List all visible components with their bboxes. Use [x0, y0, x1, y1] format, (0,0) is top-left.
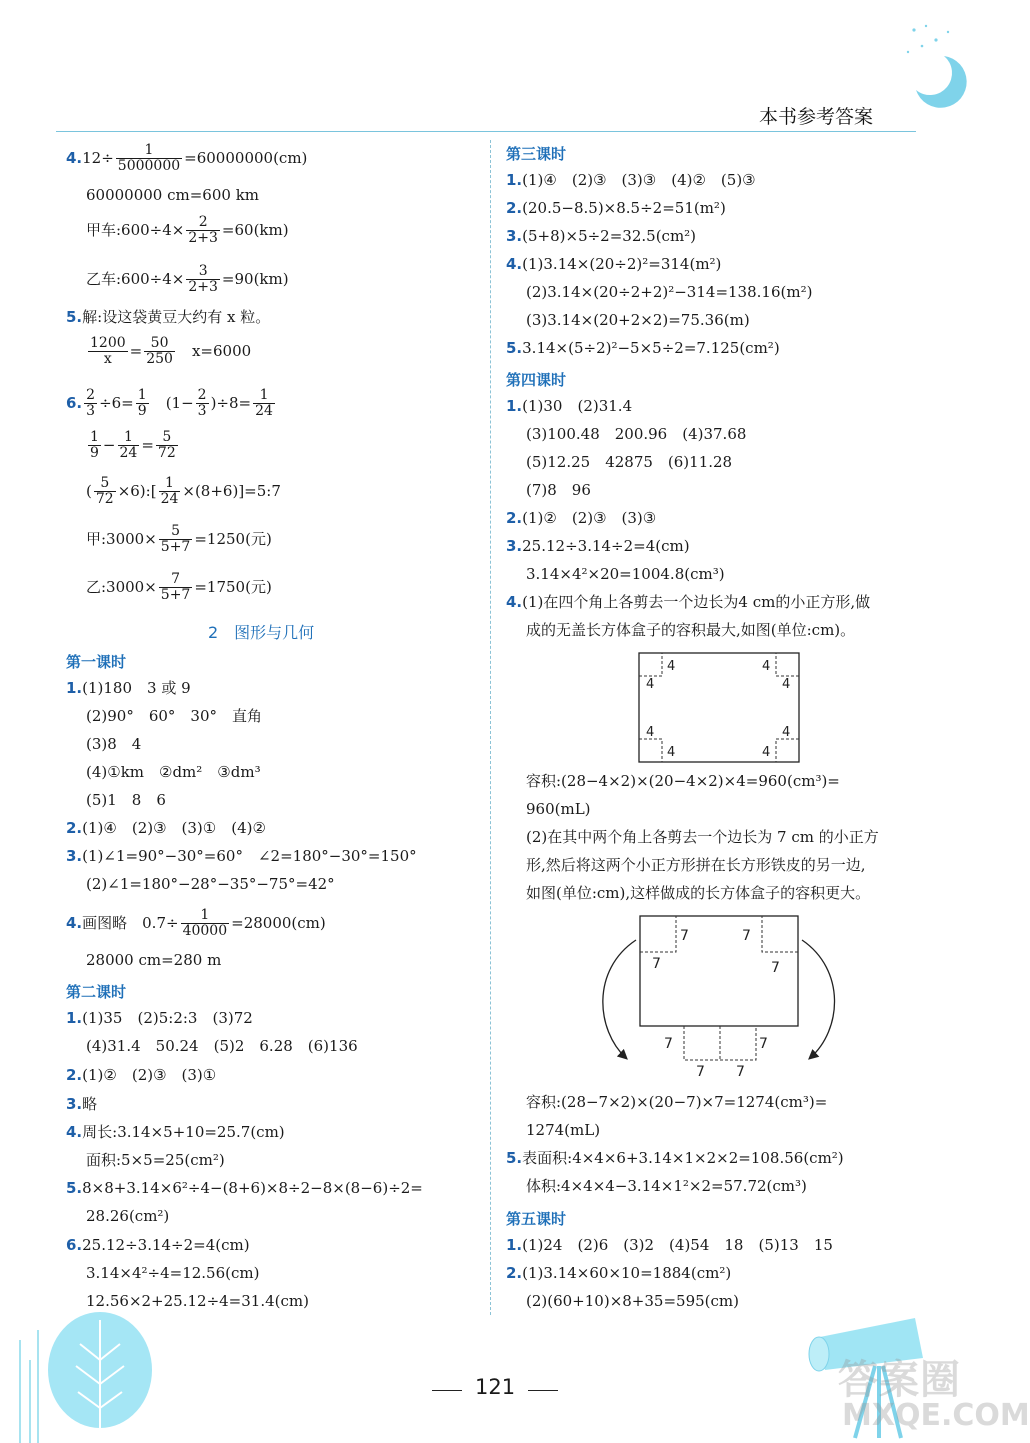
answer-4: 4.周长:3.14×5+10=25.7(cm) [66, 1123, 285, 1141]
answer-2: 2.(1)3.14×60×10=1884(cm²) [506, 1264, 732, 1282]
figure-dimension-label: 7 [771, 960, 780, 976]
figure-dimension-label: 4 [782, 677, 791, 692]
answer-1: 1.(1)④ (2)③ (3)③ (4)② (5)③ [506, 171, 756, 189]
answer-line: (2)∠1=180°−28°−35°−75°=42° [86, 875, 335, 893]
answer-line: (4)①km ②dm² ③dm³ [86, 763, 261, 781]
answer-3: 3.25.12÷3.14÷2=4(cm) [506, 537, 690, 555]
answer-line: (5)12.25 42875 (6)11.28 [526, 453, 733, 471]
answer-line: (7)8 96 [526, 481, 591, 499]
answer-line: 面积:5×5=25(cm²) [86, 1151, 225, 1169]
answer-line: 1274(mL) [526, 1121, 601, 1139]
answer-line: 容积:(28−7×2)×(20−7)×7=1274(cm³)= [526, 1093, 828, 1111]
answer-line: 容积:(28−4×2)×(20−4×2)×4=960(cm³)= [526, 772, 840, 790]
answer-3: 3.(5+8)×5÷2=32.5(cm²) [506, 227, 697, 245]
header-rule [56, 131, 916, 132]
column-divider [490, 140, 491, 1315]
answer-line: (2)(60+10)×8+35=595(cm) [526, 1292, 739, 1310]
figure-dimension-label: 7 [742, 928, 751, 944]
answer-line: 960(mL) [526, 800, 591, 818]
answer-2: 2.(1)④ (2)③ (3)① (4)② [66, 819, 266, 837]
figure-dimension-label: 7 [696, 1064, 705, 1080]
figure-dimension-label: 4 [762, 745, 771, 760]
figure-dimension-label: 7 [664, 1036, 673, 1052]
watermark: MXQE.COM [842, 1398, 1030, 1433]
answer-line: 28000 cm=280 m [86, 951, 222, 969]
answer-line: (3)100.48 200.96 (4)37.68 [526, 425, 747, 443]
answer-4: 4.画图略 0.7÷ $\frac{1}{40000}$ =28000(cm) [66, 907, 326, 940]
figure-box-cut-corners [636, 650, 802, 765]
page-header-title: 本书参考答案 [759, 106, 874, 128]
answer-2: 2.(20.5−8.5)×8.5÷2=51(m²) [506, 199, 726, 217]
footer-dash [432, 1390, 462, 1391]
lesson-heading: 第三课时 [506, 145, 567, 163]
answer-line: $\frac{1}{9}$ − $\frac{1}{24}$ = $\frac{5}{72}$ [90, 429, 176, 462]
answer-4: 4.12÷ $\frac{1}{5000000}$ =60000000(cm) [66, 142, 308, 175]
answer-5: 5.表面积:4×4×6+3.14×1×2×2=108.56(cm²) [506, 1149, 844, 1167]
answer-line: (3)3.14×(20+2×2)=75.36(m) [526, 311, 750, 329]
figure-dimension-label: 7 [652, 956, 661, 972]
answer-line: 12.56×2+25.12÷4=31.4(cm) [86, 1292, 309, 1310]
answer-line: 3.14×4²÷4=12.56(cm) [86, 1264, 260, 1282]
answer-5: 5.3.14×(5÷2)²−5×5÷2=7.125(cm²) [506, 339, 780, 357]
answer-1: 1.(1)30 (2)31.4 [506, 397, 633, 415]
lesson-heading: 第四课时 [506, 371, 567, 389]
answer-1: 1.(1)24 (2)6 (3)2 (4)54 18 (5)13 15 [506, 1236, 833, 1254]
answer-line: (2)在其中两个角上各剪去一个边长为 7 cm 的小正方 [526, 828, 879, 846]
watermark: 答案圈 [838, 1357, 961, 1403]
figure-dimension-label: 4 [646, 677, 655, 692]
answer-1: 1.(1)180 3 或 9 [66, 679, 191, 697]
figure-box-moved-squares [596, 910, 842, 1090]
answer-line: (5)1 8 6 [86, 791, 166, 809]
figure-dimension-label: 7 [736, 1064, 745, 1080]
footer-dash [528, 1390, 558, 1391]
answer-line: 60000000 cm=600 km [86, 186, 260, 204]
figure-dimension-label: 4 [646, 725, 655, 740]
figure-dimension-label: 7 [759, 1036, 768, 1052]
lesson-heading: 第二课时 [66, 983, 127, 1001]
answer-line: $\frac{1200}{x}$ = $\frac{50}{250}$ x=6000 [90, 335, 252, 368]
answer-4: 4.(1)在四个角上各剪去一个边长为4 cm的小正方形,做 [506, 593, 871, 611]
answer-line: (2)90° 60° 30° 直角 [86, 707, 263, 725]
answer-4: 4.(1)3.14×(20÷2)²=314(m²) [506, 255, 722, 273]
answer-line: 28.26(cm²) [86, 1207, 170, 1225]
answer-line: 成的无盖长方体盒子的容积最大,如图(单位:cm)。 [526, 621, 856, 639]
answer-line: (2)3.14×(20÷2+2)²−314=138.16(m²) [526, 283, 813, 301]
figure-dimension-label: 4 [667, 659, 676, 674]
figure-dimension-label: 4 [667, 745, 676, 760]
answer-line: 甲车:600÷4× $\frac{2}{2+3}$ =60(km) [86, 214, 289, 247]
page-number: 121 [475, 1375, 516, 1399]
answer-3: 3.略 [66, 1095, 98, 1113]
answer-6: 6.25.12÷3.14÷2=4(cm) [66, 1236, 250, 1254]
figure-dimension-label: 4 [762, 659, 771, 674]
answer-line: 甲:3000× $\frac{5}{5+7}$ =1250(元) [86, 523, 272, 556]
answer-line: 如图(单位:cm),这样做成的长方体盒子的容积更大。 [526, 884, 871, 902]
answer-line: (3)8 4 [86, 735, 142, 753]
star-icon [912, 28, 915, 31]
answer-3: 3.(1)∠1=90°−30°=60° ∠2=180°−30°=150° [66, 847, 417, 865]
answer-line: 3.14×4²×20=1004.8(cm³) [526, 565, 725, 583]
answer-2: 2.(1)② (2)③ (3)③ [506, 509, 657, 527]
answer-line: 乙车:600÷4× $\frac{3}{2+3}$ =90(km) [86, 263, 289, 296]
answer-line: 体积:4×4×4−3.14×1²×2=57.72(cm³) [526, 1177, 807, 1195]
lesson-heading: 第一课时 [66, 653, 127, 671]
answer-5: 5.解:设这袋黄豆大约有 x 粒。 [66, 308, 271, 326]
answer-6: 6. $\frac{2}{3}$ ÷6= $\frac{1}{9}$ (1− $\frac{2}{3}$ )÷8= $\frac{1}{24}$ [66, 387, 273, 420]
answer-line: 乙:3000× $\frac{7}{5+7}$ =1750(元) [86, 571, 272, 604]
section-title: 2 图形与几何 [208, 623, 315, 642]
figure-dimension-label: 4 [782, 725, 791, 740]
answer-line: (4)31.4 50.24 (5)2 6.28 (6)136 [86, 1037, 358, 1055]
leaf-icon [0, 1300, 160, 1443]
answer-2: 2.(1)② (2)③ (3)① [66, 1066, 217, 1084]
answer-line: 形,然后将这两个小正方形拼在长方形铁皮的另一边, [526, 856, 866, 874]
moon-icon [896, 20, 966, 100]
answer-5: 5.8×8+3.14×6²÷4−(8+6)×8÷2−8×(8−6)÷2= [66, 1179, 423, 1197]
figure-dimension-label: 7 [680, 928, 689, 944]
answer-1: 1.(1)35 (2)5:2:3 (3)72 [66, 1009, 253, 1027]
answer-line: ( $\frac{5}{72}$ ×6):[ $\frac{1}{24}$ ×(8+6)]=5:7 [86, 475, 281, 508]
lesson-heading: 第五课时 [506, 1210, 567, 1228]
